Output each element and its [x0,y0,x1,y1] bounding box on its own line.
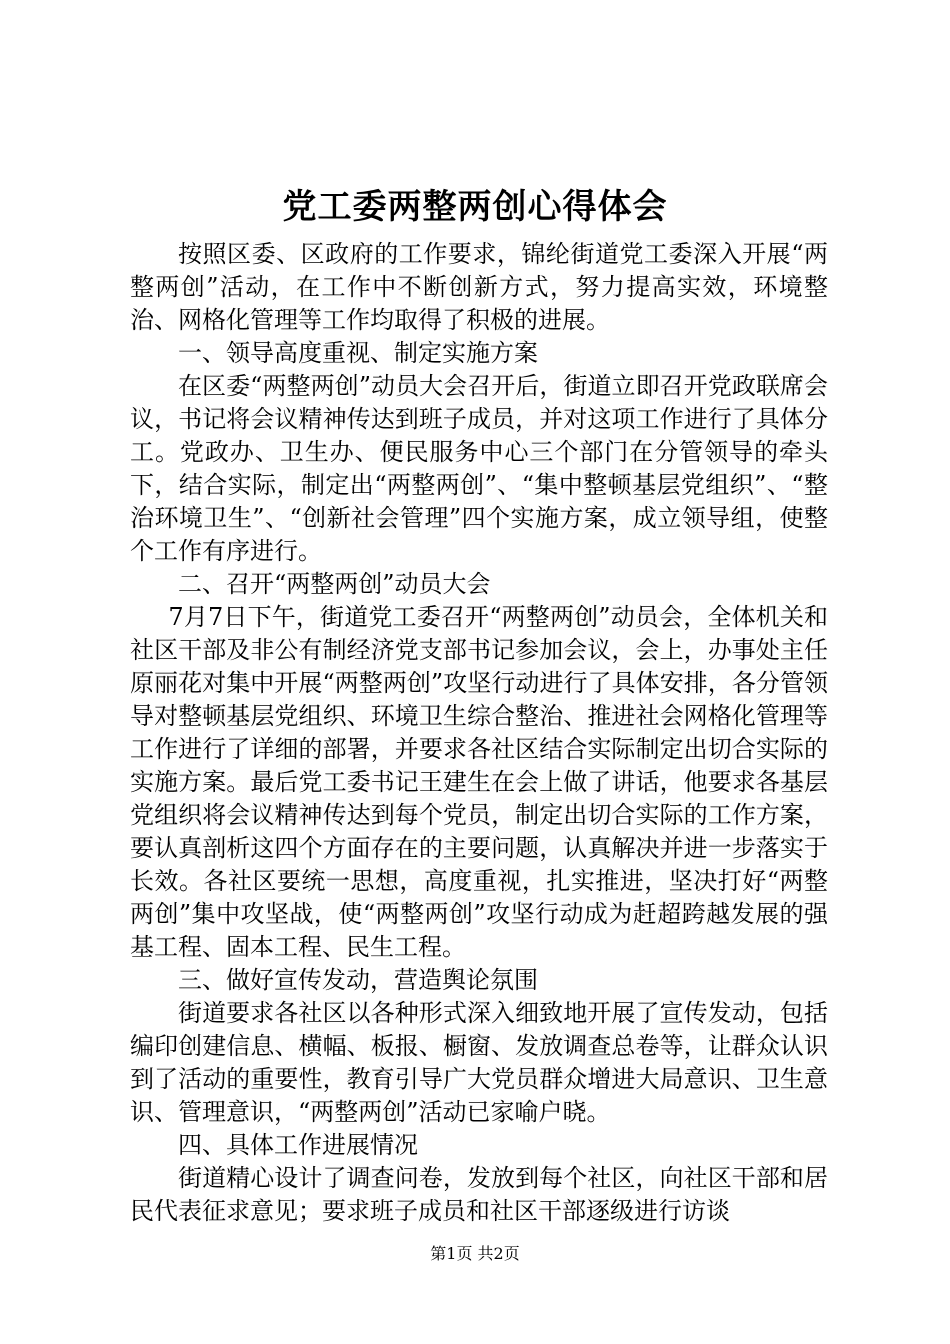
paragraph-section-2: 7月7日下午，街道党工委召开“两整两创”动员会，全体机关和社区干部及非公有制经济党支部书记参加会议，会上，办事处主任原丽花对集中开展“两整两创”攻坚行动进行了具体安排，各分管领导对整顿基层党组织、环境卫生综合整治、推进社会网格化管理等工作进行了详细的部署，并要求各社区结合实际制定出切合实际的实施方案。最后党工委书记王建生在会上做了讲话，他要求各基层党组织将会议精神传达到每个党员，制定出切合实际的工作方案，要认真剖析这四个方面存在的主要问题，认真解决并进一步落实于长效。各社区要统一思想，高度重视，扎实推进，坚决打好“两整两创”集中攻坚战，使“两整两创”攻坚行动成为赶超跨越发展的强基工程、固本工程、民生工程。 [130,603,828,961]
document-body [130,238,828,1228]
document-title: 党工委两整两创心得体会 [282,187,668,227]
section-heading-4: 四、具体工作进展情况 [178,1131,418,1159]
paragraph-section-3: 街道要求各社区以各种形式深入细致地开展了宣传发动，包括编印创建信息、横幅、板报、橱窗、发放调查总卷等，让群众认识到了活动的重要性，教育引导广大党员群众增进大局意识、卫生意识、管理意识，“两整两创”活动已家喻户晓。 [130,999,828,1126]
page-footer: 第1页 共2页 [430,1244,520,1263]
paragraph-section-4: 街道精心设计了调查问卷，发放到每个社区，向社区干部和居民代表征求意见；要求班子成员和社区干部逐级进行访谈 [130,1164,828,1225]
paragraph-section-1: 在区委“两整两创”动员大会召开后，街道立即召开党政联席会议，书记将会议精神传达到班子成员，并对这项工作进行了具体分工。党政办、卫生办、便民服务中心三个部门在分管领导的牵头下，结合实际，制定出“两整两创”、“集中整顿基层党组织”、“整治环境卫生”、“创新社会管理”四个实施方案，成立领导组，使整个工作有序进行。 [130,372,828,565]
section-heading-1: 一、领导高度重视、制定实施方案 [178,339,538,367]
paragraph-intro: 按照区委、区政府的工作要求，锦纶街道党工委深入开展“两整两创”活动，在工作中不断创新方式，努力提高实效，环境整治、网格化管理等工作均取得了积极的进展。 [130,240,828,334]
section-heading-2: 二、召开“两整两创”动员大会 [178,570,491,598]
section-heading-3: 三、做好宣传发动，营造舆论氛围 [178,966,538,994]
